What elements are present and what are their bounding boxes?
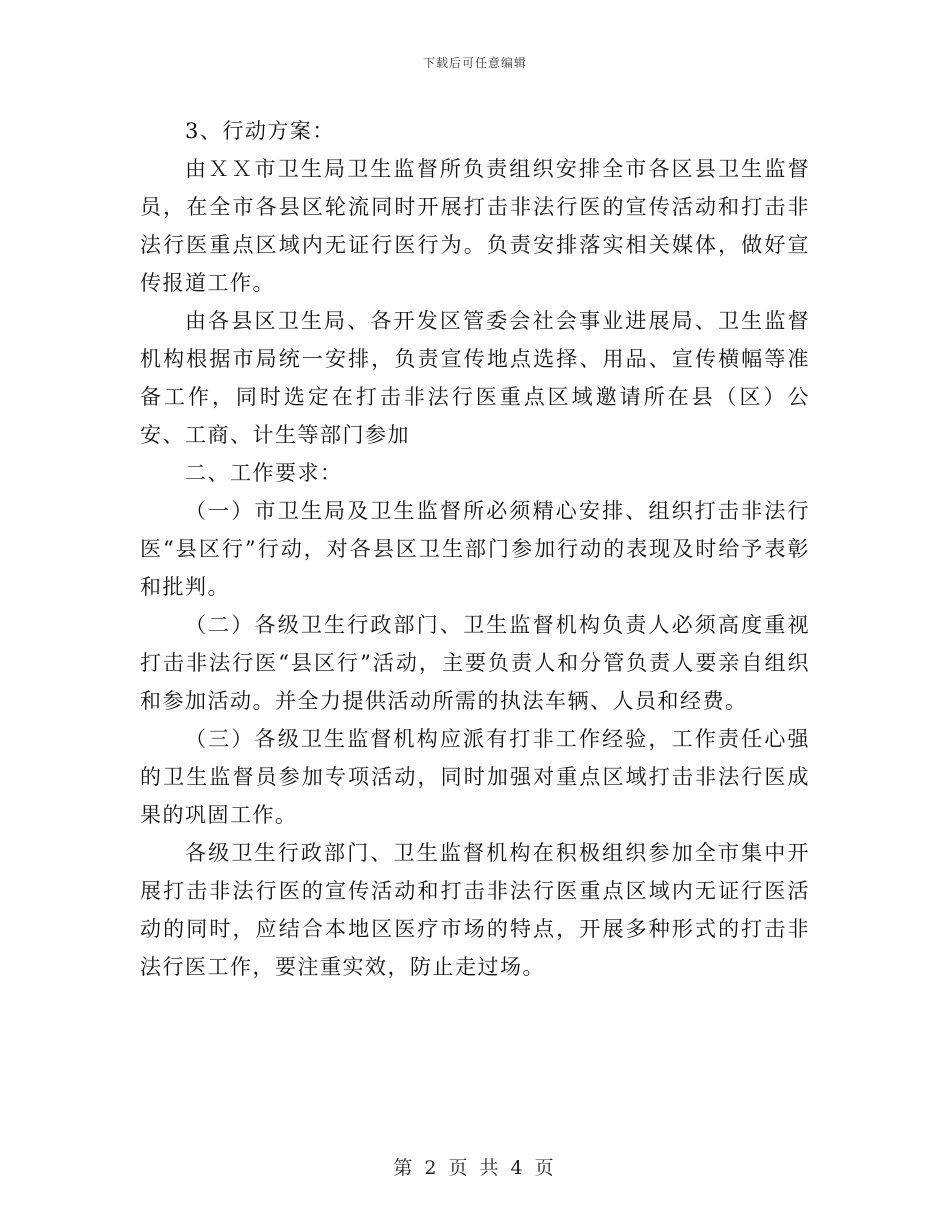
paragraph-closing: 各级卫生行政部门、卫生监督机构在积极组织参加全市集中开展打击非法行医的宣传活动和打击非法行医重点区域内无证行医活动的同时，应结合本地区医疗市场的特点，开展多种形式的打击非法行医工作，要注重实效，防止走过场。 (140, 841, 810, 979)
document-body (140, 112, 810, 986)
requirement-item-3: （三）各级卫生监督机构应派有打非工作经验，工作责任心强的卫生监督员参加专项活动，同时加强对重点区域打击非法行医成果的巩固工作。 (140, 727, 810, 827)
paragraph-county-bureaus: 由各县区卫生局、各开发区管委会社会事业进展局、卫生监督机构根据市局统一安排，负责宣传地点选择、用品、宣传横幅等准备工作，同时选定在打击非法行医重点区域邀请所在县（区）公安、工商、计生等部门参加 (140, 309, 810, 447)
requirement-item-2: （二）各级卫生行政部门、卫生监督机构负责人必须高度重视打击非法行医“县区行”活动，主要负责人和分管负责人要亲自组织和参加活动。并全力提供活动所需的执法车辆、人员和经费。 (140, 613, 810, 713)
paragraph-supervision-office: 由ＸＸ市卫生局卫生监督所负责组织安排全市各区县卫生监督员，在全市各县区轮流同时开展打击非法行医的宣传活动和打击非法行医重点区域内无证行医行为。负责安排落实相关媒体，做好宣传报道工作。 (140, 157, 810, 295)
section-heading-work-requirements: 二、工作要求： (185, 461, 343, 485)
section-heading-action-plan: 3、行动方案： (185, 119, 335, 143)
requirement-item-1: （一）市卫生局及卫生监督所必须精心安排、组织打击非法行医“县区行”行动，对各县区卫生部门参加行动的表现及时给予表彰和批判。 (140, 499, 810, 599)
header-note: 下载后可任意编辑 (422, 56, 527, 70)
page-number: 第 2 页 共 4 页 (393, 1157, 557, 1179)
